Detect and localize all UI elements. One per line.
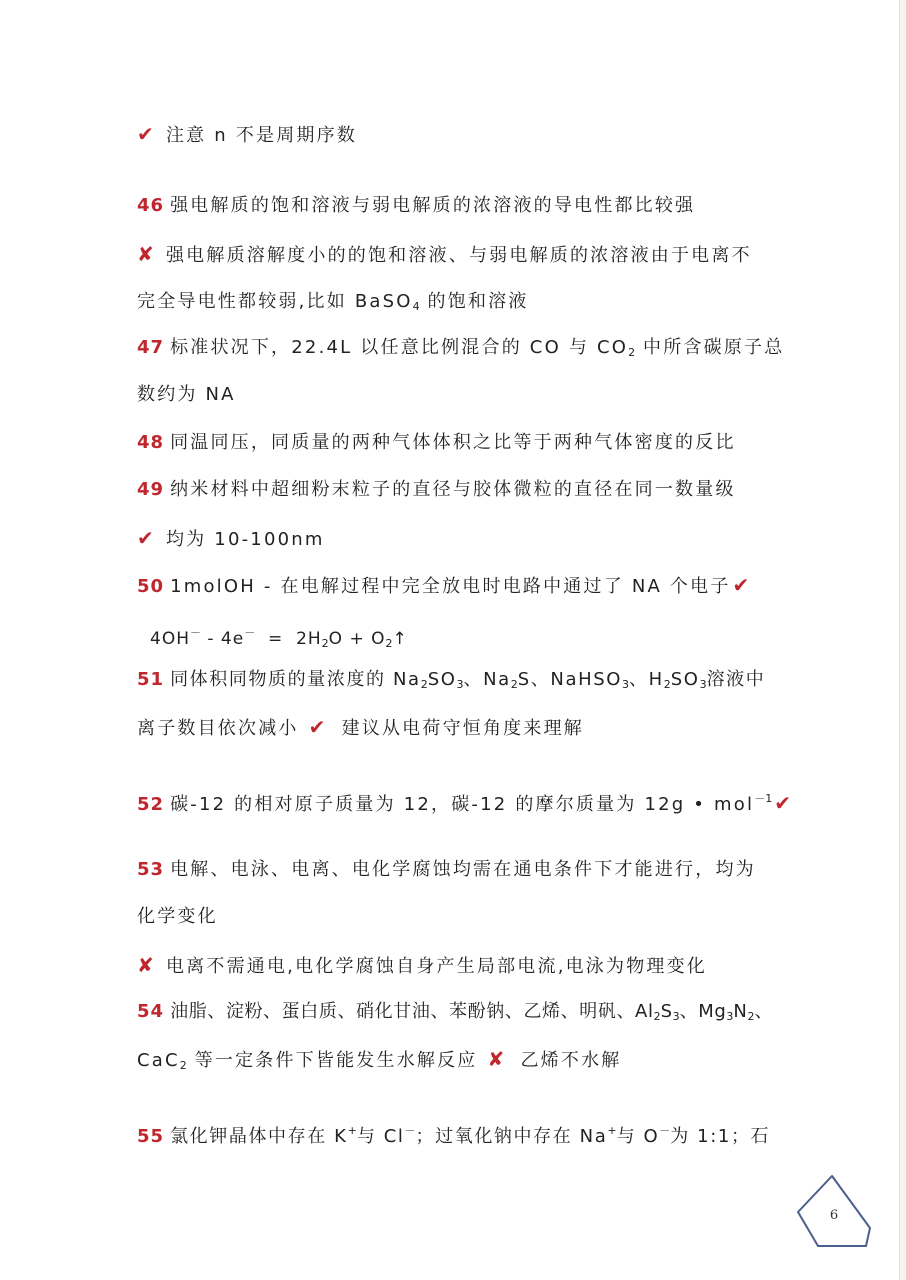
subscript: 3 — [456, 678, 464, 691]
subscript: 4 — [412, 300, 420, 313]
item-53-cont — [137, 905, 218, 929]
subscript: 3 — [726, 1010, 734, 1023]
item-text: 强电解质的饱和溶液与弱电解质的浓溶液的导电性都比较强 — [170, 195, 696, 216]
answer-text: 的饱和溶液 — [419, 291, 529, 312]
equation-part: ↑ — [392, 629, 408, 649]
subscript: 2 — [385, 637, 393, 650]
item-47 — [137, 336, 784, 365]
check-icon: ✔ — [774, 791, 794, 815]
item-text: 、Na — [463, 669, 511, 690]
item-53 — [137, 858, 756, 882]
item-text: 油脂、淀粉、蛋白质、硝化甘油、苯酚钠、乙烯、明矾、Al — [170, 1001, 654, 1022]
subscript: 2 — [420, 678, 428, 691]
item-text: 、Mg — [679, 1001, 727, 1022]
cross-icon: ✘ — [137, 953, 156, 977]
item-text: 同体积同物质的量浓度的 Na — [170, 669, 421, 690]
item-number: 55 — [137, 1126, 165, 1147]
item-text: 与 O — [616, 1126, 660, 1147]
item-text: 、H — [629, 669, 664, 690]
item-text: 为 1:1；石 — [670, 1126, 771, 1147]
note-text: 注意 n 不是周期序数 — [165, 125, 358, 146]
subscript: 2 — [321, 637, 329, 650]
subscript: 2 — [653, 1010, 661, 1023]
page-edge-tint — [900, 0, 906, 1280]
superscript: － — [189, 626, 201, 639]
item-49-answer — [137, 526, 325, 552]
superscript: －1 — [754, 792, 773, 805]
item-text: ；过氧化钠中存在 Na — [415, 1126, 608, 1147]
answer-text: 完全导电性都较弱,比如 BaSO — [137, 291, 413, 312]
item-text: 中所含碳原子总 — [635, 337, 785, 358]
item-46 — [137, 194, 695, 218]
item-number: 54 — [137, 1001, 165, 1022]
item-48 — [137, 431, 736, 455]
equation-part: 4OH — [150, 629, 190, 649]
page-number: 6 — [829, 1208, 839, 1223]
item-text: 碳-12 的相对原子质量为 12，碳-12 的摩尔质量为 12g • mol — [170, 794, 755, 815]
item-52 — [137, 787, 793, 817]
item-text: N — [733, 1001, 748, 1022]
item-51 — [137, 668, 765, 697]
item-text: SO — [427, 669, 457, 690]
check-icon: ✔ — [137, 122, 156, 146]
item-text: 与 Cl — [356, 1126, 405, 1147]
item-46-answer — [137, 242, 752, 268]
subscript: 2 — [179, 1059, 187, 1072]
superscript: － — [659, 1124, 671, 1137]
item-number: 51 — [137, 669, 165, 690]
subscript: 2 — [747, 1010, 755, 1023]
item-text: 、 — [754, 1001, 774, 1022]
item-text: 标准状况下，22.4L 以任意比例混合的 CO 与 CO — [170, 337, 629, 358]
item-51-cont — [137, 715, 584, 741]
item-text: 纳米材料中超细粉末粒子的直径与胶体微粒的直径在同一数量级 — [170, 479, 736, 500]
item-50 — [137, 573, 752, 599]
item-text: 氯化钾晶体中存在 K — [170, 1126, 348, 1147]
item-number: 53 — [137, 859, 165, 880]
item-text: CaC — [137, 1050, 180, 1071]
item-53-answer — [137, 953, 707, 979]
item-text: 1molOH - 在电解过程中完全放电时电路中通过了 NA 个电子 — [170, 576, 731, 597]
item-54-cont — [137, 1047, 621, 1078]
superscript: + — [607, 1124, 617, 1137]
superscript: － — [404, 1124, 416, 1137]
item-text: 等一定条件下皆能发生水解反应 — [186, 1050, 478, 1071]
check-icon: ✔ — [137, 526, 156, 550]
item-number: 46 — [137, 195, 165, 216]
item-49 — [137, 478, 736, 502]
superscript: － — [244, 626, 256, 639]
subscript: 2 — [510, 678, 518, 691]
subscript: 3 — [699, 678, 707, 691]
equation-part: O + O — [328, 629, 386, 649]
answer-text: 均为 10-100nm — [165, 529, 325, 550]
item-text: SO — [670, 669, 700, 690]
answer-text: 强电解质溶解度小的的饱和溶液、与弱电解质的浓溶液由于电离不 — [165, 245, 752, 266]
item-54 — [137, 1000, 773, 1029]
item-46-answer-cont — [137, 290, 529, 319]
answer-text: 建议从电荷守恒角度来理解 — [341, 718, 584, 739]
item-number: 49 — [137, 479, 165, 500]
note-line — [137, 122, 357, 148]
answer-text: 乙烯不水解 — [520, 1050, 622, 1071]
item-number: 48 — [137, 432, 165, 453]
item-number: 52 — [137, 794, 165, 815]
item-text: 电解、电泳、电离、电化学腐蚀均需在通电条件下才能进行，均为 — [170, 859, 756, 880]
item-number: 47 — [137, 337, 165, 358]
item-55 — [137, 1119, 770, 1149]
item-number: 50 — [137, 576, 165, 597]
answer-text: 电离不需通电,电化学腐蚀自身产生局部电流,电泳为物理变化 — [165, 956, 708, 977]
item-47-cont — [137, 383, 236, 407]
item-text: 化学变化 — [137, 906, 218, 927]
item-text: 离子数目依次减小 — [137, 718, 299, 739]
subscript: 3 — [622, 678, 630, 691]
subscript: 2 — [663, 678, 671, 691]
cross-icon: ✘ — [487, 1047, 507, 1071]
item-text: S、NaHSO — [517, 669, 623, 690]
cross-icon: ✘ — [137, 242, 156, 266]
item-text: S — [660, 1001, 673, 1022]
check-icon: ✔ — [308, 715, 328, 739]
superscript: + — [347, 1124, 357, 1137]
subscript: 2 — [628, 346, 636, 359]
item-50-equation — [150, 621, 408, 656]
item-text: 同温同压，同质量的两种气体体积之比等于两种气体密度的反比 — [170, 432, 736, 453]
item-text: 数约为 NA — [137, 384, 236, 405]
equation-part: - 4e — [200, 629, 245, 649]
check-icon: ✔ — [732, 573, 752, 597]
item-text: 溶液中 — [706, 669, 766, 690]
subscript: 3 — [672, 1010, 680, 1023]
page-edge-rule — [899, 0, 900, 1280]
equation-part: = 2H — [255, 629, 322, 649]
